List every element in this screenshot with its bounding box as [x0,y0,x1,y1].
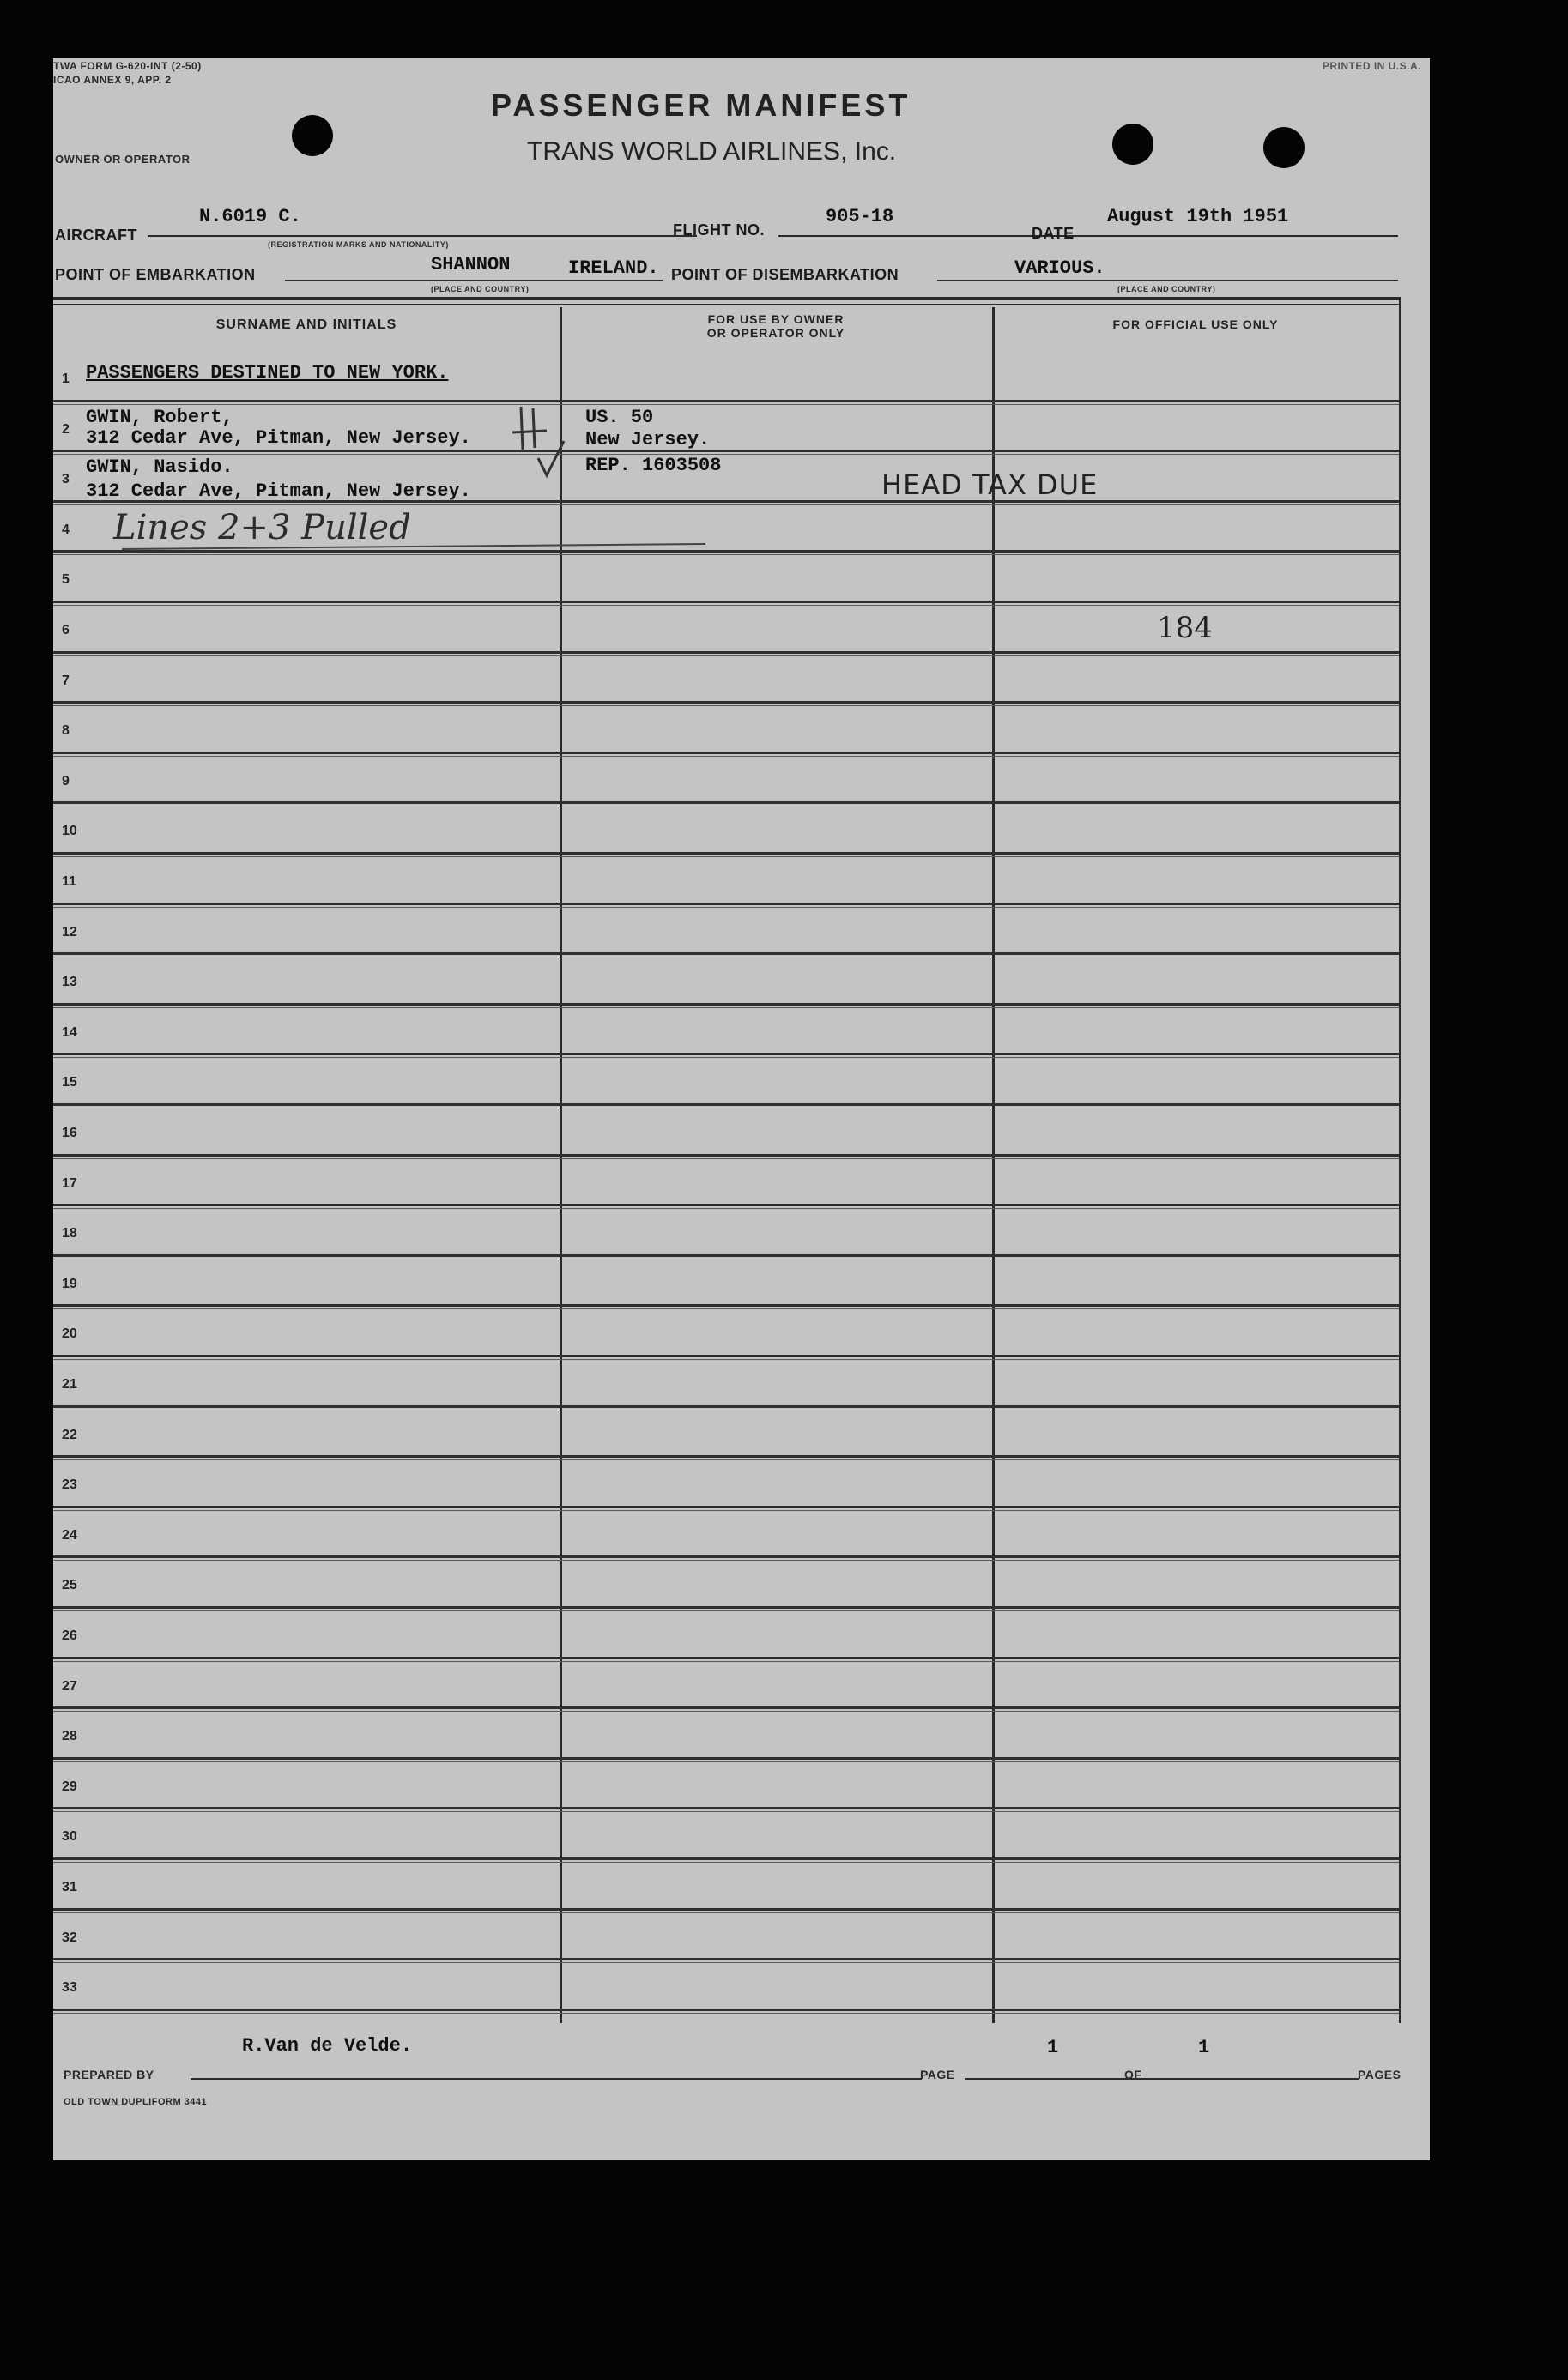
row-line [53,2009,1399,2011]
row-line [53,1003,1399,1006]
pages-label: PAGES [1358,2068,1402,2081]
row-line [53,504,1399,505]
row-2-name: GWIN, Robert, [86,407,233,428]
row-line [53,907,1399,908]
row-2-owner-value-2: New Jersey. [585,429,711,450]
disembarkation-sublabel: (PLACE AND COUNTRY) [1117,285,1216,293]
row-number: 1 [62,371,70,386]
row-number: 24 [62,1527,77,1543]
printer-note: OLD TOWN DUPLIFORM 3441 [64,2097,208,2107]
row-line [53,1510,1399,1511]
row-number: 7 [62,673,70,688]
punch-hole [1263,127,1305,168]
row-line [53,1657,1399,1659]
col-header-owner-2: OR OPERATOR ONLY [706,326,845,340]
form-title: PASSENGER MANIFEST [491,88,911,123]
row-line [53,801,1399,804]
page-label: PAGE [920,2068,955,2081]
punch-hole [292,115,333,156]
form-number-2: ICAO ANNEX 9, APP. 2 [53,74,172,86]
row-number: 9 [62,773,70,788]
row-line [53,1757,1399,1760]
row-line [53,1455,1399,1458]
row-line [53,1761,1399,1762]
row-line [53,554,1399,555]
row-line [53,1359,1399,1360]
row-line [53,601,1399,603]
row-number: 8 [62,723,70,739]
row-line [53,1254,1399,1257]
row-line [53,1661,1399,1662]
embarkation-city: SHANNON [431,254,511,275]
flight-label: FLIGHT NO. [673,221,765,239]
row-number: 28 [62,1729,77,1744]
row-2-address: 312 Cedar Ave, Pitman, New Jersey. [86,427,471,449]
row-line [53,1807,1399,1809]
row-number: 20 [62,1326,77,1342]
date-label: DATE [1032,225,1075,242]
row-line [53,605,1399,606]
row-line [53,454,1399,455]
row-line [53,756,1399,757]
row-number: 6 [62,623,70,637]
row-line [53,1506,1399,1508]
row-line [53,1912,1399,1913]
row-line [53,404,1399,405]
row-line [53,1208,1399,1209]
row-number: 27 [62,1678,77,1694]
col-header-surname: SURNAME AND INITIALS [215,317,397,332]
row-line [53,1610,1399,1611]
row-line [53,651,1399,654]
punch-hole [1112,124,1153,165]
row-number: 32 [62,1930,77,1945]
date-value: August 19th 1951 [1107,206,1289,227]
row-number: 11 [62,874,76,889]
row-line [53,1706,1399,1709]
checkmark-icon [504,398,581,492]
row-line [53,1862,1399,1863]
row-number: 22 [62,1427,77,1442]
row-number: 14 [62,1024,77,1040]
row-line [53,1555,1399,1558]
head-tax-stamp: HEAD TAX DUE [881,468,1099,501]
row-2-owner-value: US. 50 [585,407,654,428]
row-line [53,1007,1399,1008]
aircraft-sublabel: (REGISTRATION MARKS AND NATIONALITY) [268,240,449,249]
row-line [53,1560,1399,1561]
row-line [53,1355,1399,1357]
row-3-owner-value: REP. 1603508 [585,455,722,476]
row-number: 3 [62,472,70,487]
row-number: 29 [62,1779,77,1794]
row-number: 10 [62,824,77,839]
of-value: 1 [1198,2037,1210,2058]
row-line [53,1103,1399,1106]
row-line [53,701,1399,704]
disembarkation-value: VARIOUS. [1014,257,1105,279]
row-line [53,1158,1399,1159]
row-line [53,1405,1399,1408]
company-name: TRANS WORLD AIRLINES, Inc. [527,137,897,166]
row-line [53,1962,1399,1963]
manifest-sheet [53,58,1430,2160]
row-line [53,1154,1399,1157]
row-number: 26 [62,1628,77,1643]
row-number: 13 [62,975,77,990]
row-line [53,450,1399,452]
row-line [53,903,1399,905]
row-number: 21 [62,1377,77,1392]
row-3-address: 312 Cedar Ave, Pitman, New Jersey. [86,480,471,502]
row-line [53,1057,1399,1058]
row-line [53,852,1399,855]
row-number: 2 [62,421,70,437]
flight-value: 905-18 [826,206,894,227]
row-number: 16 [62,1126,77,1140]
row-1-text: PASSENGERS DESTINED TO NEW YORK. [86,362,449,384]
row-3-name: GWIN, Nasido. [86,456,233,478]
row-line [53,1908,1399,1911]
row-line [53,1958,1399,1960]
row-number: 5 [62,572,70,588]
prepared-by-label: PREPARED BY [64,2068,154,2081]
handwritten-note: Lines 2+3 Pulled [113,508,411,547]
official-number: 184 [1157,611,1213,645]
row-line [53,1459,1399,1460]
row-line [53,550,1399,553]
row-line [53,1711,1399,1712]
preparer-name: R.Van de Velde. [242,2035,413,2057]
row-line [53,655,1399,656]
row-line [53,1606,1399,1609]
row-line [53,2013,1399,2014]
row-line [53,1053,1399,1055]
row-number: 30 [62,1829,77,1845]
owner-label: OWNER OR OPERATOR [55,153,191,166]
form-number-1: TWA FORM G-620-INT (2-50) [53,60,202,72]
row-number: 17 [62,1175,77,1191]
page-value: 1 [1047,2037,1059,2058]
row-number: 25 [62,1578,77,1593]
row-number: 18 [62,1226,77,1241]
row-line [53,856,1399,857]
embarkation-country: IRELAND. [568,257,659,279]
row-line [53,952,1399,955]
row-line [53,752,1399,754]
aircraft-value: N.6019 C. [199,206,301,227]
row-line [53,1811,1399,1812]
row-number: 4 [62,522,70,537]
row-number: 19 [62,1276,77,1291]
embarkation-sublabel: (PLACE AND COUNTRY) [431,285,530,293]
row-number: 15 [62,1075,77,1090]
of-label: OF [1124,2068,1142,2081]
disembarkation-label: POINT OF DISEMBARKATION [671,266,899,283]
row-number: 23 [62,1477,77,1493]
aircraft-label: AIRCRAFT [55,227,137,244]
col-header-owner-1: FOR USE BY OWNER [707,312,845,326]
row-line [53,705,1399,706]
embarkation-label: POINT OF EMBARKATION [55,266,256,283]
row-line [53,1857,1399,1860]
row-number: 31 [62,1880,77,1894]
row-number: 33 [62,1980,77,1996]
row-line [53,1204,1399,1206]
row-line [53,1304,1399,1307]
row-number: 12 [62,924,77,939]
row-line [53,400,1399,402]
col-header-official: FOR OFFICIAL USE ONLY [1112,317,1279,331]
printed-note: PRINTED IN U.S.A. [1322,60,1421,72]
row-line [53,1308,1399,1309]
